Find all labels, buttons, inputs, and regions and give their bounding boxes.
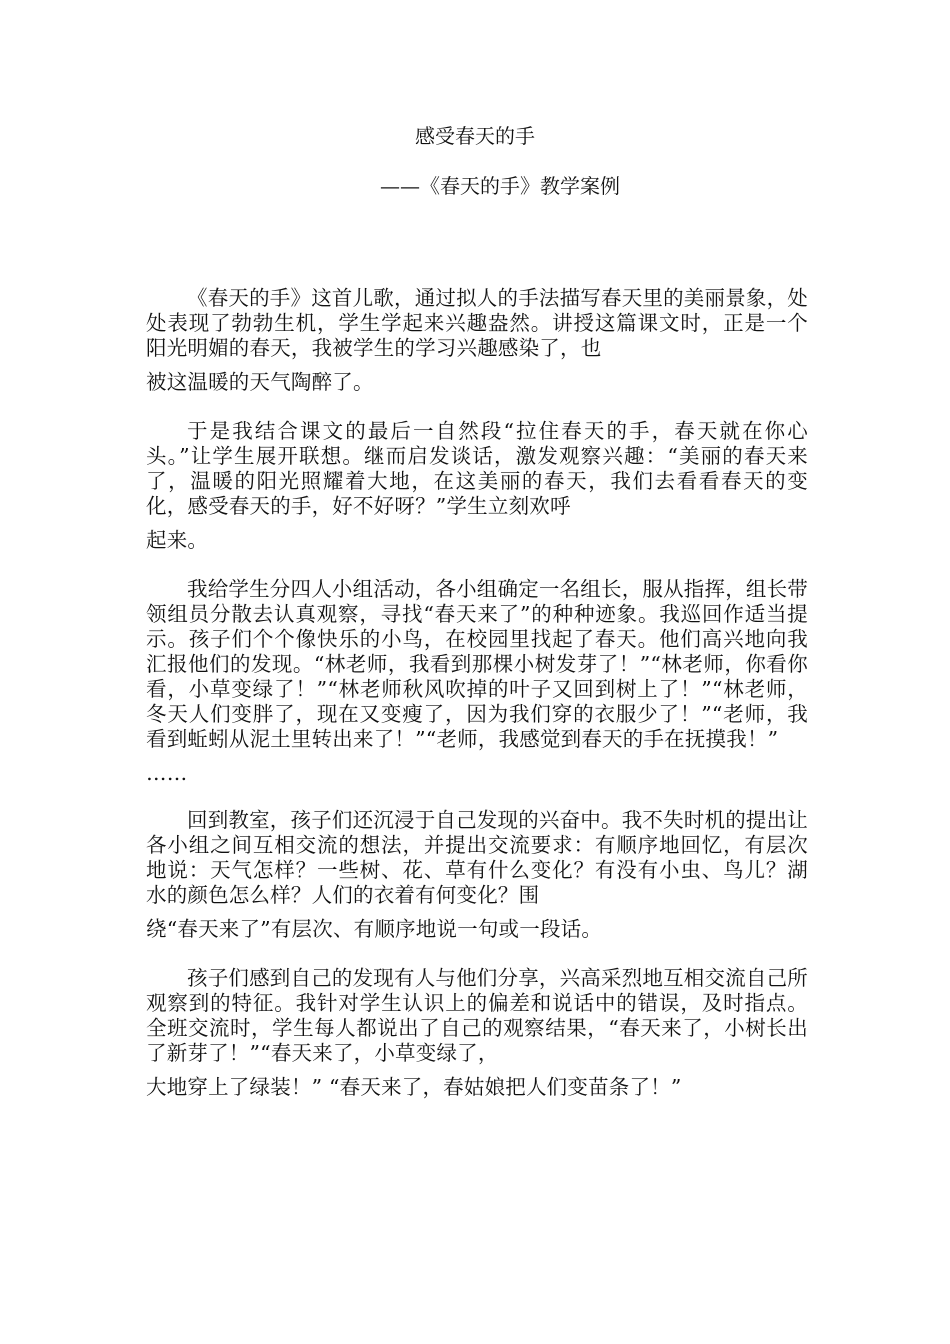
paragraph-tail: 起来。 xyxy=(146,528,209,552)
paragraph xyxy=(146,577,808,786)
paragraph xyxy=(146,286,808,395)
document-subtitle: ——《春天的手》教学案例 xyxy=(380,174,620,198)
paragraph-text: 《春天的手》这首儿歌，通过拟人的手法描写春天里的美丽景象，处处表现了勃勃生机，学生学起来兴趣盎然。讲授这篇课文时，正是一个阳光明媚的春天，我被学生的学习兴趣感染了，也 xyxy=(146,286,808,360)
paragraph-text: 孩子们感到自己的发现有人与他们分享，兴高采烈地互相交流自己所观察到的特征。我针对学生认识上的偏差和说话中的错误，及时指点。全班交流时，学生每人都说出了自己的观察结果，“春天来了，小树长出了新芽了！”“春天来了，小草变绿了， xyxy=(146,966,808,1065)
paragraph-text: 我给学生分四人小组活动，各小组确定一名组长，服从指挥，组长带领组员分散去认真观察，寻找“春天来了”的种种迹象。我巡回作适当提示。孩子们个个像快乐的小鸟，在校园里找起了春天。他们高兴地向我汇报他们的发现。“林老师，我看到那棵小树发芽了！”“林老师，你看你看，小草变绿了！”“林老师秋风吹掉的叶子又回到树上了！”“林老师，冬天人们变胖了，现在又变瘦了，因为我们穿的衣服少了！”“老师，我看到蚯蚓从泥土里转出来了！”“老师，我感觉到春天的手在抚摸我！” xyxy=(146,577,808,751)
paragraph-tail: 大地穿上了绿装！” “春天来了，春姑娘把人们变苗条了！” xyxy=(146,1075,682,1099)
document-title: 感受春天的手 xyxy=(415,124,535,148)
document-body xyxy=(146,286,808,1126)
paragraph xyxy=(146,419,808,553)
paragraph xyxy=(146,808,808,942)
paragraph-text: 于是我结合课文的最后一自然段“拉住春天的手，春天就在你心头。”让学生展开联想。继而启发谈话，激发观察兴趣：“美丽的春天来了，温暖的阳光照耀着大地，在这美丽的春天，我们去看看春天的变化，感受春天的手，好不好呀？”学生立刻欢呼 xyxy=(146,419,808,518)
paragraph-tail: 绕“春天来了”有层次、有顺序地说一句或一段话。 xyxy=(146,917,603,941)
paragraph-tail: …… xyxy=(146,761,188,785)
paragraph-text: 回到教室，孩子们还沉浸于自己发现的兴奋中。我不失时机的提出让各小组之间互相交流的想法，并提出交流要求：有顺序地回忆，有层次地说：天气怎样？一些树、花、草有什么变化？有没有小虫、鸟儿？湖水的颜色怎么样？人们的衣着有何变化？围 xyxy=(146,808,808,907)
paragraph-tail: 被这温暖的天气陶醉了。 xyxy=(146,370,374,394)
paragraph xyxy=(146,966,808,1100)
